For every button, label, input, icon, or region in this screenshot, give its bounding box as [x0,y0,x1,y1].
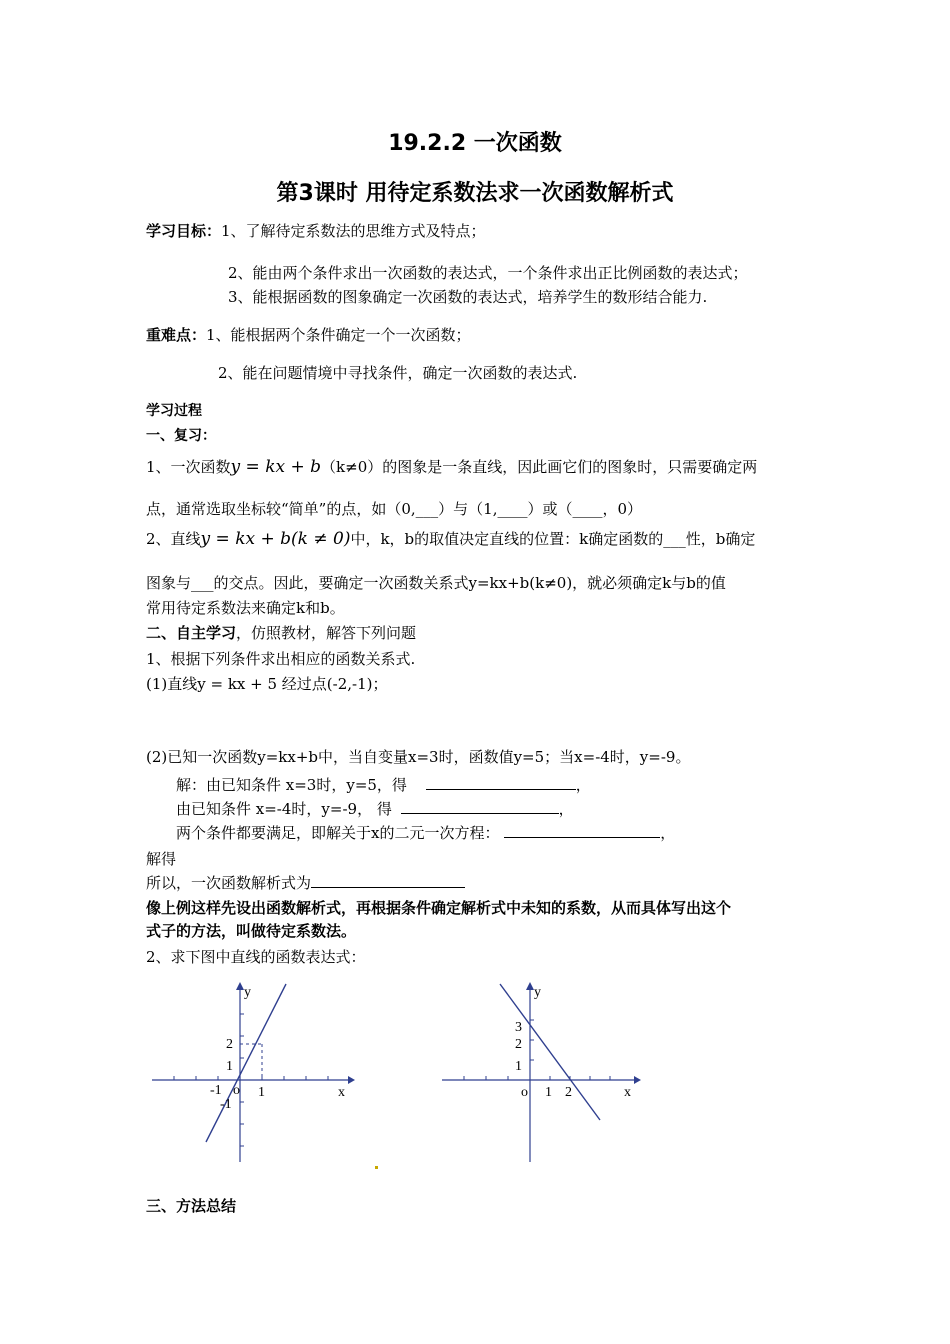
graph-1-line [206,984,286,1142]
graph-1-y-label: y [244,985,251,1000]
keypoints-label: 重难点： [146,326,207,344]
review-1-line2: 点，通常选取坐标较“简单”的点，如（0,___）与（1,____）或（____，0） [146,500,643,518]
graph-1-x-arrow [348,1076,355,1084]
question-1b: (2)已知一次函数y=kx+b中，当自变量x=3时，函数值y=5；当x=-4时，y=-9。 [146,748,691,766]
graph-1 [148,978,358,1168]
self-study-row: 二、自主学习，仿照教材，解答下列问题 [146,624,417,642]
graph-1-tick-x-neg1: -1 [210,1083,222,1098]
graph-2-ticks [464,1020,610,1080]
answer-blank-2[interactable] [401,799,559,814]
review-2-line1: 2、直线y = kx + b(k ≠ 0)中，k，b的取值决定直线的位置：k确定函数的___性，b确定 [146,529,756,549]
review-2-line3: 常用待定系数法来确定k和b。 [146,599,345,617]
objective-1: 1、了解待定系数法的思维方式及特点； [221,222,486,240]
review-2-formula: y = kx + b(k ≠ 0) [200,529,351,549]
definition-line-2: 式子的方法，叫做待定系数法。 [146,922,357,940]
keypoints-row [146,324,471,345]
page-subtitle: 第3课时 用待定系数法求一次函数解析式 [276,181,674,206]
objective-2: 2、能由两个条件求出一次函数的表达式，一个条件求出正比例函数的表达式； [228,264,748,282]
summary-heading: 三、方法总结 [146,1197,237,1215]
keypoint-2: 2、能在问题情境中寻找条件，确定一次函数的表达式. [218,364,578,382]
graph-1-tick-y-2: 2 [226,1037,233,1052]
graph-2-y-arrow [526,982,534,990]
graph-2-y-label: y [534,985,541,1000]
objective-3: 3、能根据函数的图象确定一次函数的表达式，培养学生的数形结合能力. [228,288,708,306]
definition-line-1: 像上例这样先设出函数解析式，再根据条件确定解析式中未知的系数，从而具体写出这个 [146,899,732,917]
question-1: 1、根据下列条件求出相应的函数关系式. [146,650,416,668]
answer-blank-4[interactable] [311,873,465,888]
result-line: 所以，一次函数解析式为 [146,872,465,893]
review-1-line1: 1、一次函数y = kx + b（k≠0）的图象是一条直线，因此画它们的图象时，只需要确定两 [146,457,758,477]
graph-2-tick-y-2: 2 [515,1037,522,1052]
objectives-row [146,220,486,241]
answer-blank-3[interactable] [504,823,660,838]
graph-2-origin: o [521,1085,528,1100]
review-heading: 一、复习： [146,428,216,444]
question-2: 2、求下图中直线的函数表达式： [146,948,366,966]
graph-1-origin: o [233,1083,240,1098]
page-title: 19.2.2 一次函数 [388,131,562,156]
objectives-label: 学习目标： [146,222,222,240]
keypoint-1: 1、能根据两个条件确定一个一次函数； [206,326,471,344]
graph-2 [438,978,648,1168]
review-2-line2: 图象与___的交点。因此，要确定一次函数关系式y=kx+b(k≠0)，就必须确定k与b的值 [146,574,726,592]
solve-label: 解得 [146,850,177,868]
graph-2-x-label: x [624,1085,631,1100]
solution-line-2: 由已知条件 x=-4时，y=-9， 得 ， [176,800,574,818]
graph-2-tick-x-2: 2 [565,1085,572,1100]
graph-1-y-arrow [236,982,244,990]
graph-2-tick-x-1: 1 [545,1085,552,1100]
review-1-formula: y = kx + b [230,457,322,477]
question-1a: (1)直线y = kx + 5 经过点(-2,-1)； [146,675,388,693]
stray-dot [375,1166,378,1169]
answer-blank-1[interactable] [426,775,576,790]
solution-line-1: 解：由已知条件 x=3时，y=5，得 ， [176,776,591,794]
graph-2-tick-y-1: 1 [515,1059,522,1074]
graph-1-x-label: x [338,1085,345,1100]
graph-2-tick-y-3: 3 [515,1020,522,1035]
solution-line-3: 两个条件都要满足，即解关于x的二元一次方程： ， [176,824,676,842]
graph-2-x-arrow [634,1076,641,1084]
process-heading: 学习过程 [146,403,202,419]
graph-1-tick-y-1: 1 [226,1059,233,1074]
graph-1-tick-x-1: 1 [258,1085,265,1100]
self-study-heading: 二、自主学习 [146,624,237,642]
graph-1-tick-y-neg1: -1 [220,1097,232,1112]
